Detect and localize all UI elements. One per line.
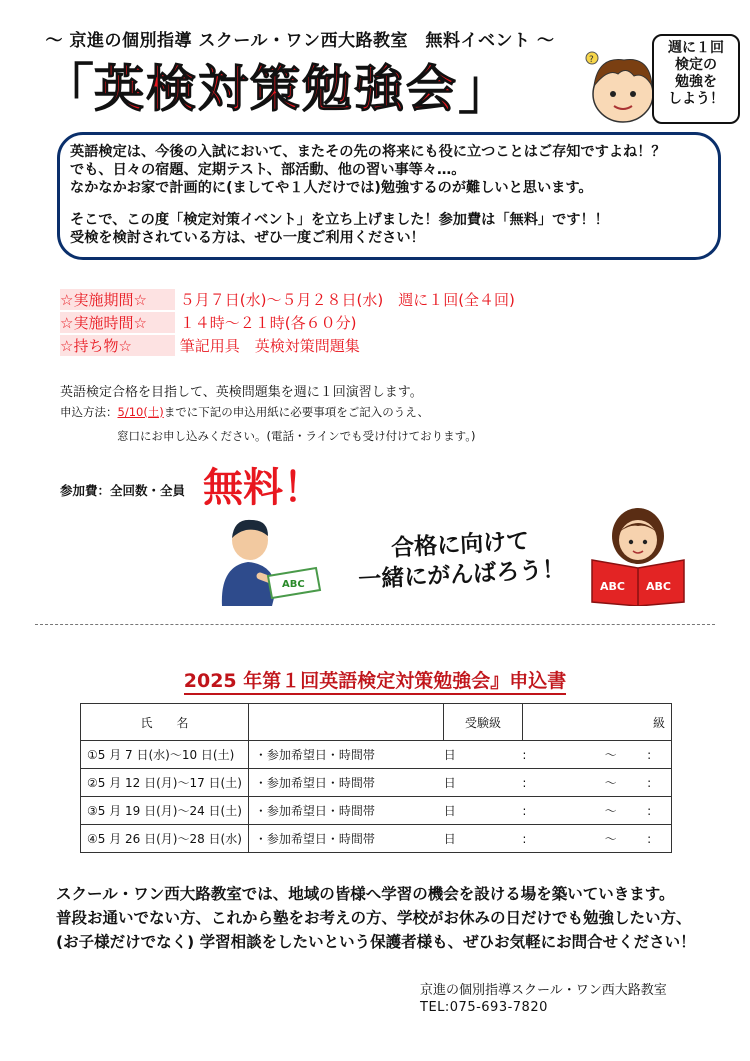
- session-pref: ・参加希望日・時間帯: [248, 741, 443, 769]
- page-title: 英検対策勉強会: [94, 59, 458, 118]
- info-value: 筆記用具 英検対策問題集: [179, 337, 360, 355]
- session-colon: :: [647, 832, 652, 846]
- session-day[interactable]: 日: [444, 825, 523, 853]
- speech-line: しよう！: [668, 91, 724, 107]
- session-tilde: ～: [604, 804, 617, 818]
- grade-field[interactable]: [522, 704, 671, 741]
- session-tilde: ～: [604, 776, 617, 790]
- boy-card-text: ABC: [282, 579, 305, 590]
- session-end[interactable]: [599, 797, 672, 825]
- application-form-table: [80, 703, 672, 853]
- apply-prefix: 申込方法：: [60, 405, 118, 419]
- footer-tel: TEL:075-693-7820: [420, 1000, 548, 1015]
- girl-reading-illustration: [586, 502, 690, 606]
- session-pref: ・参加希望日・時間帯: [248, 769, 443, 797]
- session-start[interactable]: :: [522, 741, 598, 769]
- cheer-line: 一緒にがんばろう！: [357, 556, 566, 594]
- session-start[interactable]: :: [522, 769, 598, 797]
- session-date: ③5 月 19 日(月)～24 日(土): [81, 797, 249, 825]
- name-label: 氏 名: [81, 704, 249, 741]
- session-pref: ・参加希望日・時間帯: [248, 825, 443, 853]
- intro-line: 受検を検討されている方は、ぜひ一度ご利用ください！: [70, 230, 425, 246]
- footer-school: 京進の個別指導スクール・ワン西大路教室: [420, 983, 667, 998]
- info-items: [60, 335, 360, 356]
- details-line: 英語検定合格を目指して、英検問題集を週に１回演習します。: [60, 385, 423, 400]
- fee-label: 参加費：全回数・全員: [60, 483, 186, 498]
- boy-studying-illustration: [212, 510, 322, 610]
- session-tilde: ～: [604, 748, 617, 762]
- info-time: [60, 312, 357, 333]
- session-colon: :: [647, 748, 652, 762]
- session-start[interactable]: :: [522, 797, 598, 825]
- form-header-row: [81, 704, 672, 741]
- info-period: [60, 289, 515, 310]
- speech-line: 勉強を: [675, 74, 717, 90]
- session-row: [81, 741, 672, 769]
- session-day[interactable]: 日: [444, 797, 523, 825]
- girl-book-text-right: ABC: [646, 580, 671, 593]
- info-value: １４時～２１時(各６０分): [179, 314, 357, 332]
- closing-line: 普段お通いでない方、これから塾をお考えの方、学校がお休みの日だけでも勉強したい方、: [56, 909, 692, 927]
- info-label: ☆実施期間☆: [60, 289, 175, 310]
- grade-label: 受験級: [444, 704, 523, 741]
- title-open-bracket: 「: [40, 57, 94, 121]
- session-colon: :: [647, 804, 652, 818]
- intro-box: [57, 132, 721, 260]
- intro-line: そこで、この度「検定対策イベント」を立ち上げました！参加費は「無料」です！！: [70, 212, 609, 228]
- boy-mascot-illustration: [578, 46, 660, 126]
- session-tilde: ～: [604, 832, 617, 846]
- session-end[interactable]: [599, 825, 672, 853]
- name-field[interactable]: [248, 704, 443, 741]
- apply-note: 窓口にお申し込みください。(電話・ラインでも受け付けております。): [117, 429, 476, 443]
- session-row: [81, 825, 672, 853]
- session-end[interactable]: [599, 769, 672, 797]
- intro-line: でも、日々の宿題、定期テスト、部活動、他の習い事等々…。: [70, 162, 466, 178]
- info-value: ５月７日(水)～５月２８日(水) 週に１回(全４回): [179, 291, 515, 309]
- session-day[interactable]: 日: [444, 769, 523, 797]
- svg-text:?: ?: [589, 55, 594, 65]
- grade-suffix: 級: [652, 715, 665, 730]
- session-end[interactable]: [599, 741, 672, 769]
- intro-line: 英語検定は、今後の入試において、またその先の将来にも役に立つことはご存知ですよね！？: [70, 144, 666, 160]
- session-row: [81, 769, 672, 797]
- session-colon: :: [647, 776, 652, 790]
- session-date: ①5 月 7 日(水)～10 日(土): [81, 741, 249, 769]
- fee-free: 無料！: [203, 464, 323, 511]
- session-row: [81, 797, 672, 825]
- cheer-line: 合格に向けて: [390, 528, 530, 562]
- session-start[interactable]: :: [522, 825, 598, 853]
- apply-rest: までに下記の申込用紙に必要事項をご記入のうえ、: [163, 405, 429, 419]
- apply-method: [60, 404, 429, 420]
- cheer-message: [345, 524, 578, 596]
- intro-line: なかなかお家で計画的に(ましてや１人だけでは)勉強するのが難しいと思います。: [70, 180, 593, 196]
- title-block: [40, 54, 512, 124]
- closing-line: スクール・ワン西大路教室では、地域の皆様へ学習の機会を設ける場を築いていきます。: [56, 885, 675, 903]
- event-subtitle: ～ 京進の個別指導 スクール・ワン西大路教室 無料イベント ～: [45, 31, 555, 51]
- cut-line-divider: [35, 624, 715, 625]
- speech-line: 検定の: [675, 57, 717, 73]
- session-date: ④5 月 26 日(月)～28 日(水): [81, 825, 249, 853]
- apply-deadline: 5/10(土): [117, 405, 164, 419]
- session-day[interactable]: 日: [444, 741, 523, 769]
- form-title: [0, 666, 750, 693]
- girl-book-text-left: ABC: [600, 580, 625, 593]
- speech-bubble: [652, 34, 740, 124]
- form-title-text: 2025 年第１回英語検定対策勉強会』申込書: [184, 670, 567, 695]
- speech-line: 週に１回: [668, 40, 724, 56]
- info-label: ☆持ち物☆: [60, 335, 175, 356]
- title-close-bracket: 」: [458, 57, 512, 121]
- session-pref: ・参加希望日・時間帯: [248, 797, 443, 825]
- closing-line: (お子様だけでなく) 学習相談をしたいという保護者様も、ぜひお気軽にお問合せください！: [56, 933, 696, 951]
- closing-message: [56, 882, 696, 954]
- info-label: ☆実施時間☆: [60, 312, 175, 333]
- session-date: ②5 月 12 日(月)～17 日(土): [81, 769, 249, 797]
